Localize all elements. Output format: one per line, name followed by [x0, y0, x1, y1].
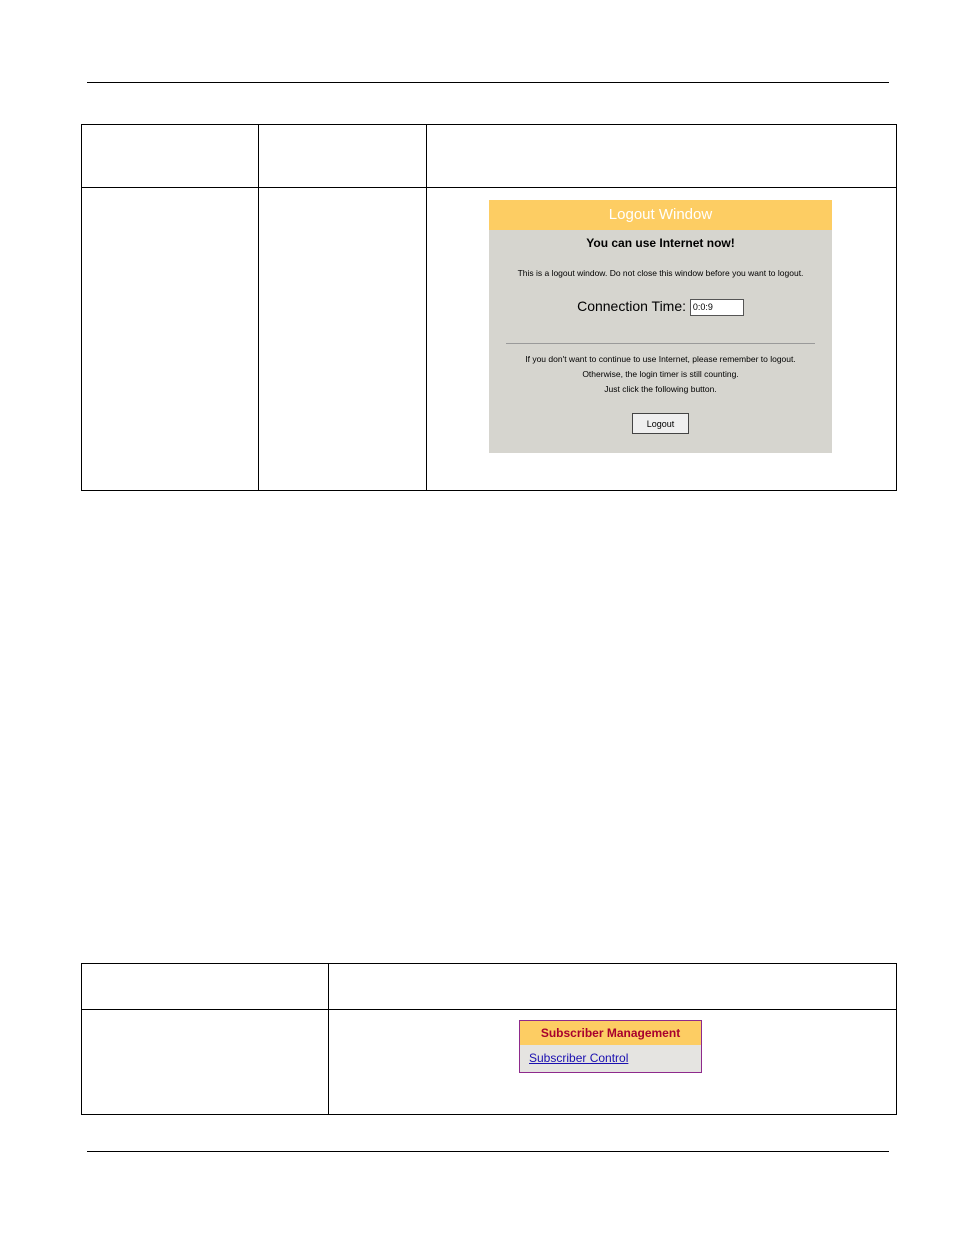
footer-rule	[87, 1151, 889, 1152]
divider	[506, 343, 815, 344]
instruction-line-2: Otherwise, the login timer is still counting.	[582, 369, 739, 379]
table-cell	[329, 1010, 897, 1115]
table-cell	[259, 125, 427, 188]
instruction-line-1: If you don't want to continue to use Internet, please remember to logout.	[525, 354, 796, 364]
table-row	[82, 188, 897, 491]
connection-time-row	[489, 298, 832, 316]
table-row	[82, 1010, 897, 1115]
header-rule	[87, 82, 889, 83]
table-cell	[82, 964, 329, 1010]
logout-table	[81, 124, 897, 491]
logout-window-title: Logout Window	[489, 200, 832, 230]
table-cell	[82, 1010, 329, 1115]
table-cell	[427, 188, 897, 491]
connection-time-field[interactable]	[690, 299, 744, 316]
subscriber-control-link[interactable]: Subscriber Control	[529, 1051, 629, 1065]
table-cell	[329, 964, 897, 1010]
connection-time-label: Connection Time:	[577, 298, 687, 314]
subscriber-management-header: Subscriber Management	[520, 1021, 701, 1045]
table-cell	[427, 125, 897, 188]
instruction-line-3: Just click the following button.	[604, 384, 717, 394]
internet-ready-headline: You can use Internet now!	[586, 236, 735, 250]
logout-button[interactable]: Logout	[632, 413, 689, 434]
table-cell	[82, 125, 259, 188]
logout-window-screenshot	[489, 200, 832, 453]
table-cell	[82, 188, 259, 491]
table-header-row	[82, 964, 897, 1010]
subscriber-management-panel	[519, 1020, 702, 1073]
table-header-row	[82, 125, 897, 188]
subscriber-table	[81, 963, 897, 1115]
logout-info-text: This is a logout window. Do not close this window before you want to logout.	[517, 268, 804, 278]
table-cell	[259, 188, 427, 491]
